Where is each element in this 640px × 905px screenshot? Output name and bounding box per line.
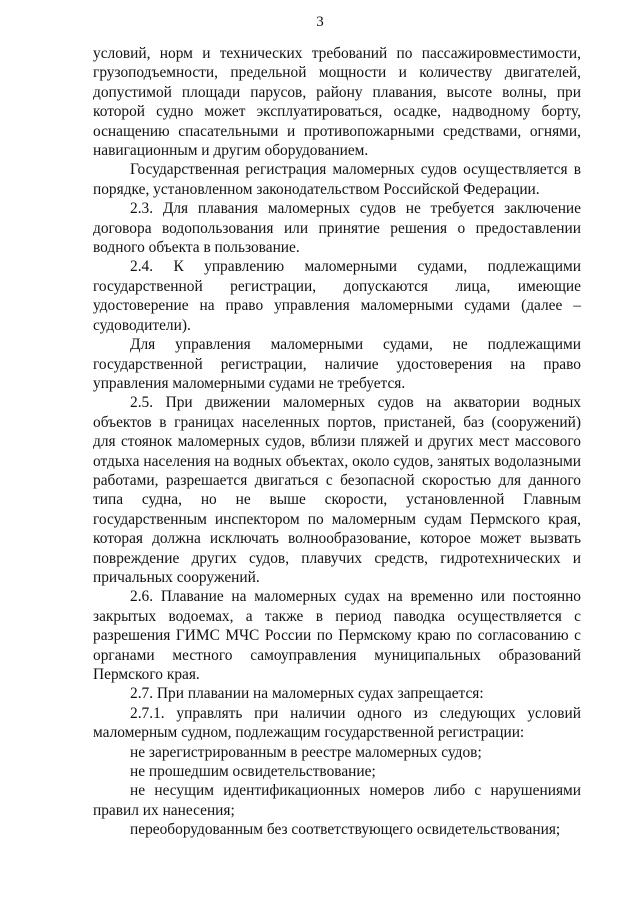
document-body xyxy=(93,44,581,840)
paragraph-2-7: 2.7. При плавании на маломерных судах запрещается: xyxy=(130,685,484,703)
paragraph-2-6: 2.6. Плавание на маломерных судах на временно или постоянно закрытых водоемах, а также в период паводка осуществляется с разрешения ГИМС МЧС России по Пермскому краю по согласованию с органами местного самоуправления муниципальных образований Пермского края. xyxy=(93,588,581,683)
list-item-not-inspected: не прошедшим освидетельствование; xyxy=(130,763,376,781)
page-number: 3 xyxy=(316,14,324,30)
paragraph-state-registration: Государственная регистрация маломерных судов осуществляется в порядке, установленном законодательством Российской Федерации. xyxy=(93,161,581,198)
paragraph-2-7-1: 2.7.1. управлять при наличии одного из следующих условий маломерным судном, подлежащим государственной регистрации: xyxy=(93,704,581,742)
list-item-converted: переоборудованным без соответствующего освидетельствования; xyxy=(130,821,561,839)
paragraph-2-4: 2.4. К управлению маломерными судами, подлежащими государственной регистрации, допускаются лица, имеющие удостоверение на право управления маломерными судами (далее – судоводители). xyxy=(93,258,581,334)
list-item-no-id-numbers: не несущим идентификационных номеров либо с нарушениями правил их нанесения; xyxy=(93,782,581,819)
paragraph-2-5: 2.5. При движении маломерных судов на акватории водных объектов в границах населенных портов, пристаней, баз (сооружений) для стоянок маломерных судов, вблизи пляжей и других мест массового отдыха населения на водных объектах, около судов, занятых водолазными работами, разрешается двигаться с безопасной скоростью для данного типа судна, но не выше скорости, установленной Главным государственным инспектором по маломерным судам Пермского края, которая должна исключать волнообразование, которое может вызвать повреждение других судов, плавучих средств, гидротехнических и причальных сооружений. xyxy=(93,394,581,586)
paragraph-continuation: условий, норм и технических требований по пассажировместимости, грузоподъемности, предельной мощности и количеству двигателей, допустимой площади парусов, району плавания, высоте волны, при которой судно может эксплуатироваться, осадке, надводному борту, оснащению спасательными и противопожарными средствами, огнями, навигационным и другим оборудованием. xyxy=(93,45,581,160)
list-item-not-registered: не зарегистрированным в реестре маломерных судов; xyxy=(130,743,482,761)
paragraph-2-4-note: Для управления маломерными судами, не подлежащими государственной регистрации, наличие удостоверения на право управления маломерными судами не требуется. xyxy=(93,336,581,392)
paragraph-2-3: 2.3. Для плавания маломерных судов не требуется заключение договора водопользования или принятие решения о предоставлении водного объекта в пользование. xyxy=(93,200,581,257)
